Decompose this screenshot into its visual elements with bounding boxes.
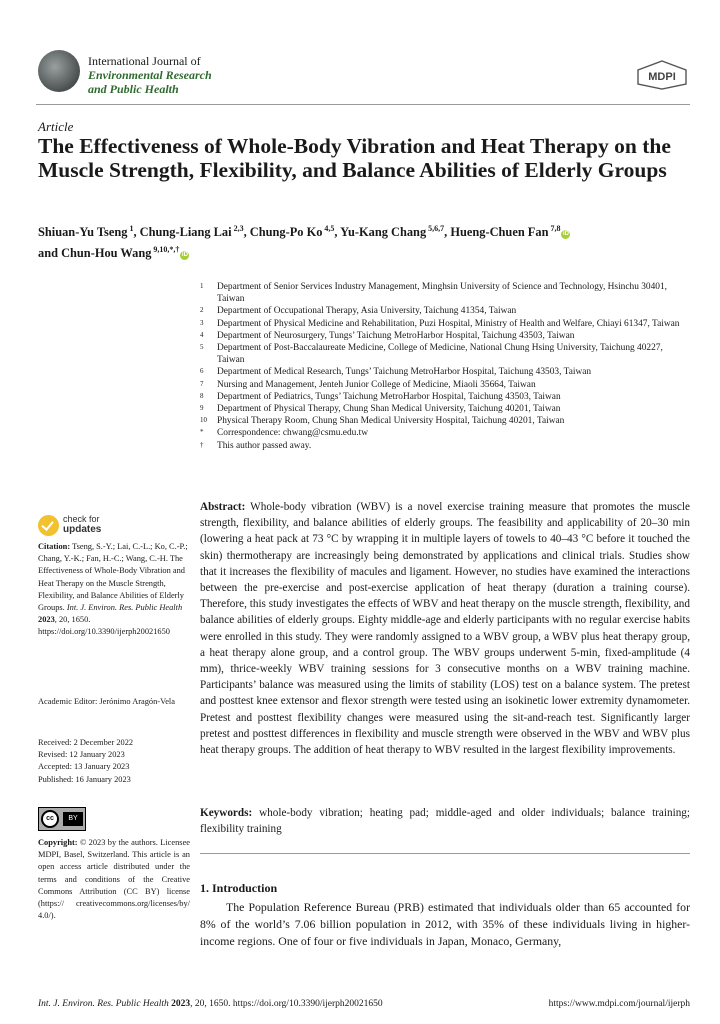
- affiliation-text: Department of Senior Services Industry Management, Minghsin University of Science and Technology, Hsinchu 30401, Taiwan: [217, 282, 668, 305]
- affiliation-item: [200, 403, 690, 415]
- citation-year: 2023: [38, 615, 55, 625]
- date-published: Published: 16 January 2023: [38, 774, 131, 784]
- page-footer: [38, 999, 690, 1009]
- affiliation-item: [200, 342, 690, 366]
- footer-doi-link[interactable]: , 20, 1650. https://doi.org/10.3390/ijerph20021650: [190, 999, 383, 1009]
- copyright-text: © 2023 by the authors. Licensee MDPI, Basel, Switzerland. This article is an open access article distributed under the terms and conditions of the Creative Commons Attribution (CC BY) license (https:// creativecommons.org/licenses/by/ 4.0/).: [38, 838, 190, 921]
- citation-label: Citation:: [38, 542, 71, 551]
- citation-doi-link[interactable]: , 20, 1650. https://doi.org/10.3390/ijerph20021650: [38, 615, 170, 637]
- copyright-label: Copyright:: [38, 838, 78, 847]
- affiliation-item: [200, 391, 690, 403]
- affiliation-text: Department of Physical Medicine and Rehabilitation, Puzi Hospital, Ministry of Health and Welfare, Chiayi 61347, Taiwan: [217, 318, 680, 329]
- author-affiliation-marks: 5,6,7: [426, 224, 445, 233]
- journal-name: [88, 54, 212, 96]
- affiliation-text: Department of Medical Research, Tungs’ Taichung MetroHarbor Hospital, Taichung 43503, Taiwan: [217, 367, 592, 378]
- citation-journal: Int. J. Environ. Res. Public Health: [66, 603, 183, 613]
- cc-by-license-badge[interactable]: [38, 807, 86, 831]
- article-title: The Effectiveness of Whole-Body Vibration and Heat Therapy on the Muscle Strength, Flexibility, and Balance Abilities of Elderly Groups: [38, 134, 671, 182]
- date-accepted: Accepted: 13 January 2023: [38, 762, 130, 772]
- journal-name-line2: Environmental Research: [88, 68, 212, 82]
- affiliation-number: 10: [200, 416, 207, 425]
- creative-commons-icon: cc: [41, 810, 59, 828]
- header-divider: [36, 104, 690, 105]
- footer-journal: Int. J. Environ. Res. Public Health: [38, 999, 169, 1009]
- author-name: Hueng-Chuen Fan: [450, 225, 549, 240]
- author-list: Shiuan-Yu Tseng $^1$, Chung-Liang Lai $^{2,3}$, Chung-Po Ko $^{4,5}$, Yu-Kang Chang $^{5,6,7}$, Hueng-Chuen Fan $^{7,8}$iD and Chun-Hou Wang $^{9,10,*,\dagger}$iD: [38, 224, 569, 261]
- check-for-updates-button[interactable]: [38, 513, 128, 539]
- check-updates-line2: updates: [63, 524, 102, 535]
- affiliation-item: [200, 366, 690, 378]
- affiliation-item: [200, 281, 690, 305]
- affiliation-text: Correspondence: chwang@csmu.edu.tw: [217, 428, 369, 439]
- author-name: Chung-Po Ko: [249, 225, 323, 240]
- affiliation-text: This author passed away.: [217, 440, 312, 451]
- affiliation-number: 9: [200, 404, 204, 413]
- affiliation-number: 5: [200, 343, 204, 352]
- footer-year: 2023: [171, 999, 191, 1009]
- affiliation-number: 3: [200, 318, 204, 327]
- footer-journal-url[interactable]: https://www.mdpi.com/journal/ijerph: [548, 999, 690, 1009]
- abstract-label: Abstract:: [200, 501, 246, 513]
- copyright-block: [38, 837, 190, 922]
- author-affiliation-marks: 9,10,*,†: [151, 245, 180, 255]
- section-heading: 1. Introduction: [200, 881, 278, 895]
- date-received: Received: 2 December 2022: [38, 738, 134, 747]
- author-name: Yu-Kang Chang: [340, 225, 427, 240]
- abstract-divider: [200, 853, 690, 854]
- keywords-text: whole-body vibration; heating pad; middle-aged and older individuals; balance training; flexibility training: [200, 807, 690, 836]
- orcid-icon[interactable]: iD: [562, 231, 569, 238]
- date-revised: Revised: 12 January 2023: [38, 750, 125, 760]
- citation-text: Tseng, S.-Y.; Lai, C.-L.; Ko, C.-P.; Chang, Y.-K.; Fan, H.-C.; Wang, C.-H. The Effectiveness of Whole-Body Vibration and Heat Therapy on the Muscle Strength, Flexibility, and Balance Abilities of Elderly Groups.: [38, 542, 188, 613]
- mdpi-logo-text: MDPI: [648, 71, 676, 83]
- affiliation-number: 7: [200, 379, 204, 388]
- affiliation-text: Department of Neurosurgery, Tungs’ Taichung MetroHarbor Hospital, Taichung 43503, Taiwan: [217, 330, 575, 341]
- affiliation-text: Department of Physical Therapy, Chung Shan Medical University, Taichung 40201, Taiwan: [217, 404, 561, 415]
- author-name: Chung-Liang Lai: [139, 225, 232, 240]
- orcid-icon[interactable]: iD: [181, 252, 188, 259]
- author-affiliation-marks: 1: [127, 224, 134, 233]
- author-affiliation-marks: 7,8: [548, 224, 561, 233]
- affiliation-item: [200, 305, 690, 317]
- affiliation-list: [200, 281, 690, 452]
- intro-paragraph: The Population Reference Bureau (PRB) estimated that individuals older than 65 accounted for 8% of the world’s 7.06 billion population in 2012, with 35% of these individuals living in higher-income regions. One of four or five individuals in Japan, Monaco, Germany,: [200, 900, 690, 948]
- author-affiliation-marks: 4,5: [322, 224, 335, 233]
- affiliation-text: Department of Post-Baccalaureate Medicine, College of Medicine, National Chung Hsing University, Taichung 40227, Taiwan: [217, 343, 663, 366]
- author-name: and Chun-Hou Wang: [38, 246, 152, 261]
- check-updates-icon: [38, 515, 59, 536]
- check-updates-line1: check for: [63, 514, 100, 524]
- abstract-text: Whole-body vibration (WBV) is a novel exercise training measure that promotes the muscle strength, flexibility, and balance abilities of elderly groups. The feasibility and applicability of 20–30 min (lowering a heat pack at 73 °C by wrapping it in multiple layers of towels to 40–43 °C before it touched the skin) thermotherapy are increasingly being demonstrated by applications and clinical trials. Studies show that it increases the flexibility of macules and ligament. However, no studies have examined the interactions between the pre-exercise and post-exercise application of heat therapy (duration a training course). Therefore, this study investigates the effects of WBV and heat therapy on the muscle strength, flexibility, and balance abilities of elderly groups. Eighty middle-age and elderly participants with no regular exercise habits were enrolled in this study. They were randomly assigned to a WBV group, a WBV plus heat therapy group, a heat therapy alone group, and a control group. The WBV groups underwent 5-min, fixed-amplitude (4 mm), thrice-weekly WBV training sessions for 3 consecutive months on a WBV training machine. Participants’ balance was measured using the limits of stability (LOS) test on a balance system. The pretest and posttest knee extensor and flexor strength were tested using an isokinetic lower extremity dynamometer. Pretest and posttest flexibility changes were measured using the sit-and-reach test. Significantly larger pretest and posttest differences in flexibility and muscle strength were observed in the WBV and WBV plus heat therapy groups. The addition of heat therapy to WBV resulted in the largest flexibility improvements.: [200, 501, 690, 757]
- affiliation-text: Nursing and Management, Jenteh Junior College of Medicine, Miaoli 35664, Taiwan: [217, 379, 536, 390]
- journal-logo: [38, 50, 80, 92]
- affiliation-item: [200, 427, 690, 439]
- article-type: Article: [38, 119, 74, 134]
- affiliation-item: [200, 318, 690, 330]
- affiliation-text: Physical Therapy Room, Chung Shan Medical University Hospital, Taichung 40201, Taiwan: [217, 416, 565, 427]
- publication-dates: [38, 737, 190, 786]
- keywords-label: Keywords:: [200, 807, 253, 819]
- mdpi-logo: [636, 60, 688, 90]
- citation-block: [38, 541, 190, 639]
- journal-name-line3: and Public Health: [88, 82, 179, 96]
- check-updates-text: [63, 514, 101, 535]
- affiliation-item: [200, 379, 690, 391]
- affiliation-text: Department of Occupational Therapy, Asia University, Taichung 41354, Taiwan: [217, 306, 517, 317]
- author-affiliation-marks: 2,3: [231, 224, 244, 233]
- affiliation-number: 1: [200, 282, 204, 290]
- affiliation-number: 6: [200, 367, 204, 376]
- affiliation-item: [200, 415, 690, 427]
- journal-name-line1: International Journal of: [88, 54, 201, 68]
- affiliation-number: 4: [200, 330, 204, 339]
- affiliation-item: [200, 330, 690, 342]
- affiliation-item: [200, 440, 690, 452]
- cc-by-label: BY: [63, 812, 83, 826]
- abstract: [200, 499, 690, 758]
- author-name: Shiuan-Yu Tseng: [38, 225, 128, 240]
- affiliation-number: 8: [200, 391, 204, 400]
- affiliation-number: †: [200, 440, 204, 449]
- affiliation-number: 2: [200, 306, 204, 315]
- affiliation-number: *: [200, 428, 204, 437]
- keywords: [200, 805, 690, 837]
- academic-editor: Academic Editor: Jerónimo Aragón-Vela: [38, 697, 175, 706]
- affiliation-text: Department of Pediatrics, Tungs’ Taichung MetroHarbor Hospital, Taichung 43503, Taiwan: [217, 391, 561, 402]
